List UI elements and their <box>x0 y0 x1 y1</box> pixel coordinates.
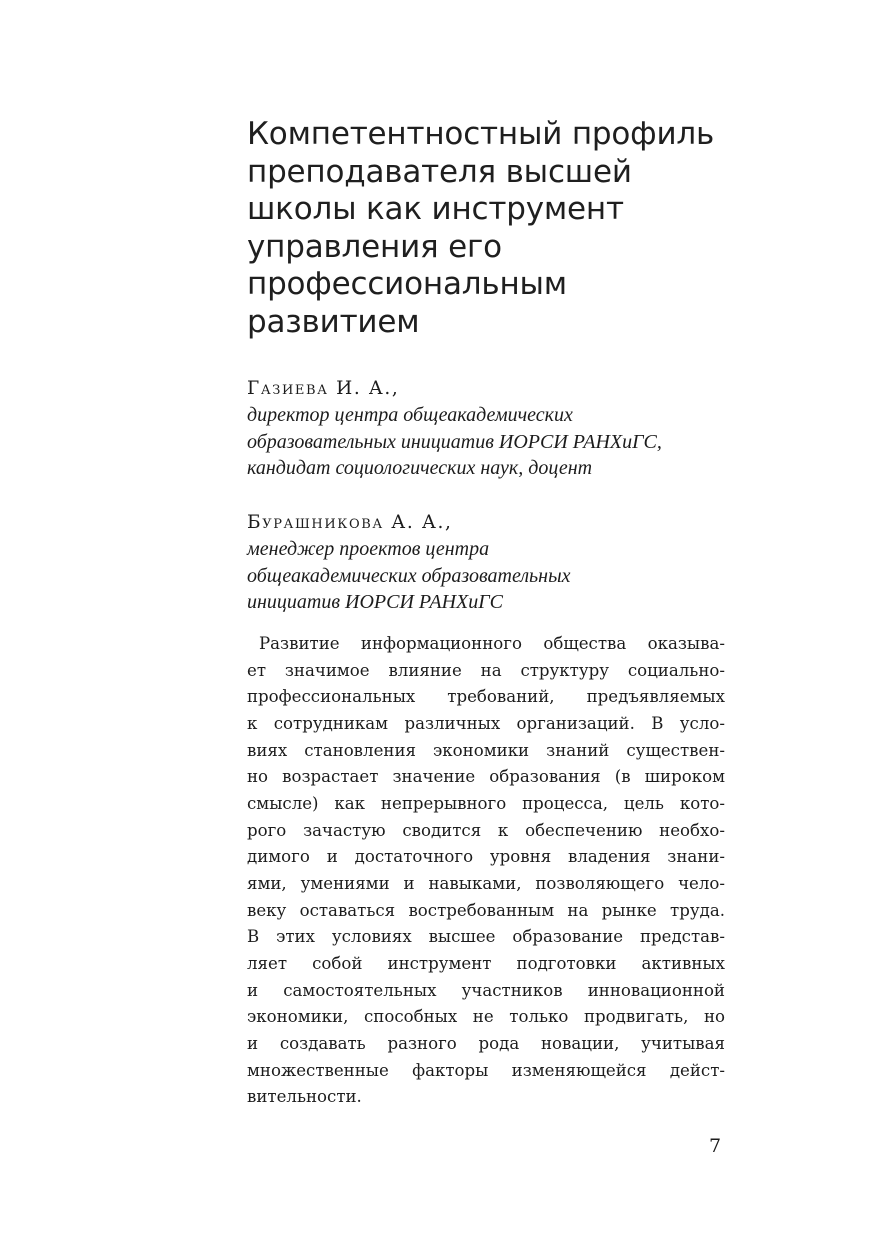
paragraph-line: профессиональных требований, предъявляемых <box>247 687 725 707</box>
affiliation-line: инициатив ИОРСИ РАНХиГС <box>247 591 503 613</box>
title-line: преподавателя высшей <box>247 153 632 190</box>
title-line: профессиональным <box>247 266 567 302</box>
affiliation-line: образовательных инициатив ИОРСИ РАНХиГС, <box>247 430 662 453</box>
paragraph-line: ляет собой инструмент подготовки активных <box>247 953 725 973</box>
article-title <box>247 116 747 341</box>
page-number: 7 <box>709 1135 722 1157</box>
affiliation-line: директор центра общеакадемических <box>247 404 573 426</box>
title-line: управления его <box>247 228 502 265</box>
author-block <box>247 510 767 616</box>
paragraph-line: В этих условиях высшее образование представ- <box>247 927 725 947</box>
title-line: развитием <box>247 303 420 340</box>
author-name: Бурашникова А. А., <box>247 512 453 533</box>
paragraph-line: веку оставаться востребованным на рынке труда. <box>247 900 725 920</box>
paragraph-line: но возрастает значение образования (в широком <box>247 767 725 787</box>
author-block <box>247 376 767 482</box>
paragraph-line: виях становления экономики знаний существен- <box>247 740 725 760</box>
paragraph-line: ет значимое влияние на структуру социально- <box>247 660 725 680</box>
paragraph-line: и самостоятельных участников инновационной <box>247 980 725 1000</box>
paragraph-line: и создавать разного рода новации, учитывая <box>247 1033 725 1053</box>
paragraph-line: экономики, способных не только продвигать, но <box>247 1007 725 1027</box>
paragraph-line: к сотрудникам различных организаций. В усло- <box>247 713 725 733</box>
paragraph-line: ями, умениями и навыками, позволяющего чело- <box>247 873 725 893</box>
author-name: Газиева И. А., <box>247 378 400 399</box>
affiliation-line: менеджер проектов центра <box>247 538 490 560</box>
paragraph-line: смысле) как непрерывного процесса, цель кото- <box>247 793 725 813</box>
paragraph-line: рого зачастую сводится к обеспечению необхо- <box>247 820 725 840</box>
paragraph-line: множественные факторы изменяющейся дейст- <box>247 1060 725 1080</box>
paragraph-line: димого и достаточного уровня владения знани- <box>247 847 725 867</box>
paragraph-line: Развитие информационного общества оказыва- <box>259 634 725 653</box>
paragraph-line: вительности. <box>247 1087 362 1107</box>
author-affiliation <box>247 402 767 482</box>
body-paragraph <box>247 631 725 1111</box>
affiliation-line: кандидат социологических наук, доцент <box>247 457 593 479</box>
author-affiliation <box>247 536 767 616</box>
affiliation-line: общеакадемических образовательных <box>247 564 571 587</box>
title-line: Компетентностный профиль <box>247 116 715 152</box>
title-line: школы как инструмент <box>247 191 624 227</box>
